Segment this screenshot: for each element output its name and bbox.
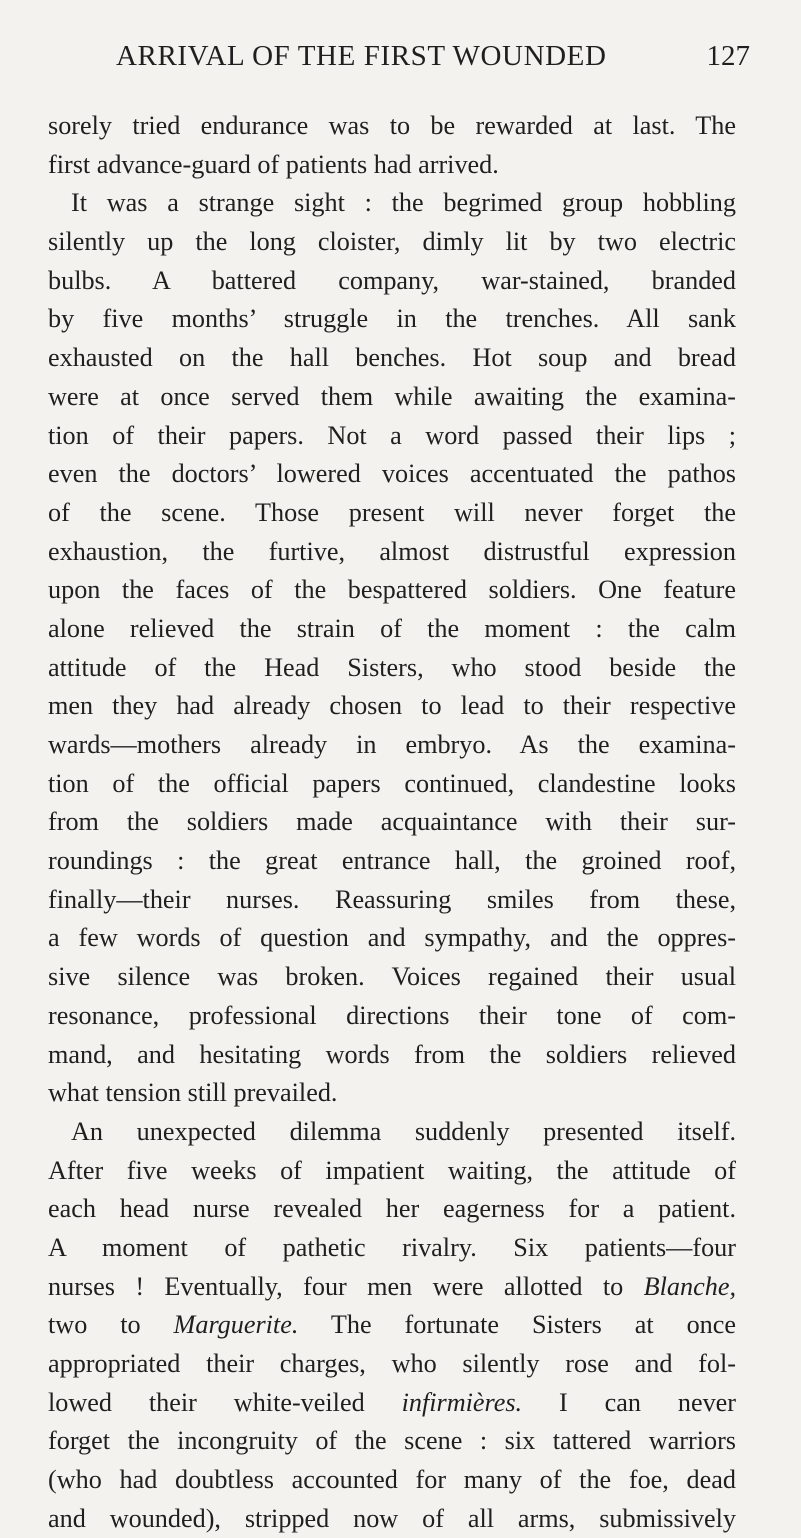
text-line: (who had doubtless accounted for many of the foe, dead [48, 1465, 736, 1495]
text-line: After five weeks of impatient waiting, the attitude of [48, 1155, 736, 1185]
text-line: nurses ! Eventually, four men were allotted to Blanche, [48, 1271, 736, 1301]
text-line: sive silence was broken. Voices regained their usual [48, 962, 736, 992]
text-line: tion of the official papers continued, clandestine looks [48, 768, 736, 798]
text-line: exhausted on the hall benches. Hot soup and bread [48, 343, 736, 373]
chapter-title: ARRIVAL OF THE FIRST WOUNDED [116, 40, 607, 72]
text-line: mand, and hesitating words from the soldiers relieved [48, 1039, 736, 1069]
text-line: alone relieved the strain of the moment : the calm [48, 613, 736, 643]
book-page [48, 40, 750, 1538]
text-line: An unexpected dilemma suddenly presented itself. [71, 1116, 736, 1146]
text-line: lowed their white-veiled infirmières. I can never [48, 1387, 737, 1417]
text-line: sorely tried endurance was to be rewarded at last. The [48, 111, 736, 140]
text-line: even the doctors’ lowered voices accentuated the pathos [48, 459, 736, 489]
italic-name-marguerite: Marguerite. [173, 1310, 299, 1340]
text-line: and wounded), stripped now of all arms, submissively [48, 1503, 736, 1533]
text-line: were at once served them while awaiting the examina- [48, 381, 736, 411]
text-line: resonance, professional directions their tone of com- [48, 1000, 736, 1030]
italic-word-infirmieres: infirmières. [401, 1387, 523, 1417]
text-line: roundings : the great entrance hall, the groined roof, [48, 846, 736, 876]
text-line: by five months’ struggle in the trenches. All sank [48, 304, 736, 334]
text-line: of the scene. Those present will never forget the [48, 497, 736, 527]
text-line: finally—their nurses. Reassuring smiles from these, [48, 884, 736, 914]
italic-name-blanche: Blanche, [643, 1271, 736, 1301]
text-line: A moment of pathetic rivalry. Six patients—four [48, 1232, 736, 1262]
page-number: 127 [706, 40, 750, 72]
text-line: exhaustion, the furtive, almost distrustful expression [48, 536, 736, 566]
text-line: wards—mothers already in embryo. As the examina- [48, 730, 736, 759]
text-line: what tension still prevailed. [48, 1078, 338, 1108]
text-line: from the soldiers made acquaintance with their sur- [48, 807, 736, 837]
text-line: silently up the long cloister, dimly lit by two electric [48, 227, 736, 257]
text-line: first advance-guard of patients had arrived. [48, 149, 499, 179]
body-text [48, 107, 736, 1538]
text-line: each head nurse revealed her eagerness for a patient. [48, 1194, 736, 1224]
text-line: It was a strange sight : the begrimed group hobbling [71, 188, 736, 218]
text-line: upon the faces of the bespattered soldiers. One feature [48, 575, 736, 605]
text-line: attitude of the Head Sisters, who stood beside the [48, 652, 736, 682]
text-line: men they had already chosen to lead to their respective [48, 691, 736, 721]
text-line: two to Marguerite. The fortunate Sisters at once [48, 1310, 737, 1340]
text-line: appropriated their charges, who silently rose and fol- [48, 1349, 736, 1378]
text-line: bulbs. A battered company, war-stained, branded [48, 265, 736, 295]
text-line: forget the incongruity of the scene : six tattered warriors [48, 1426, 736, 1456]
text-line: tion of their papers. Not a word passed their lips ; [48, 420, 736, 450]
text-line: a few words of question and sympathy, and the oppres- [48, 923, 736, 953]
running-head [48, 40, 750, 80]
